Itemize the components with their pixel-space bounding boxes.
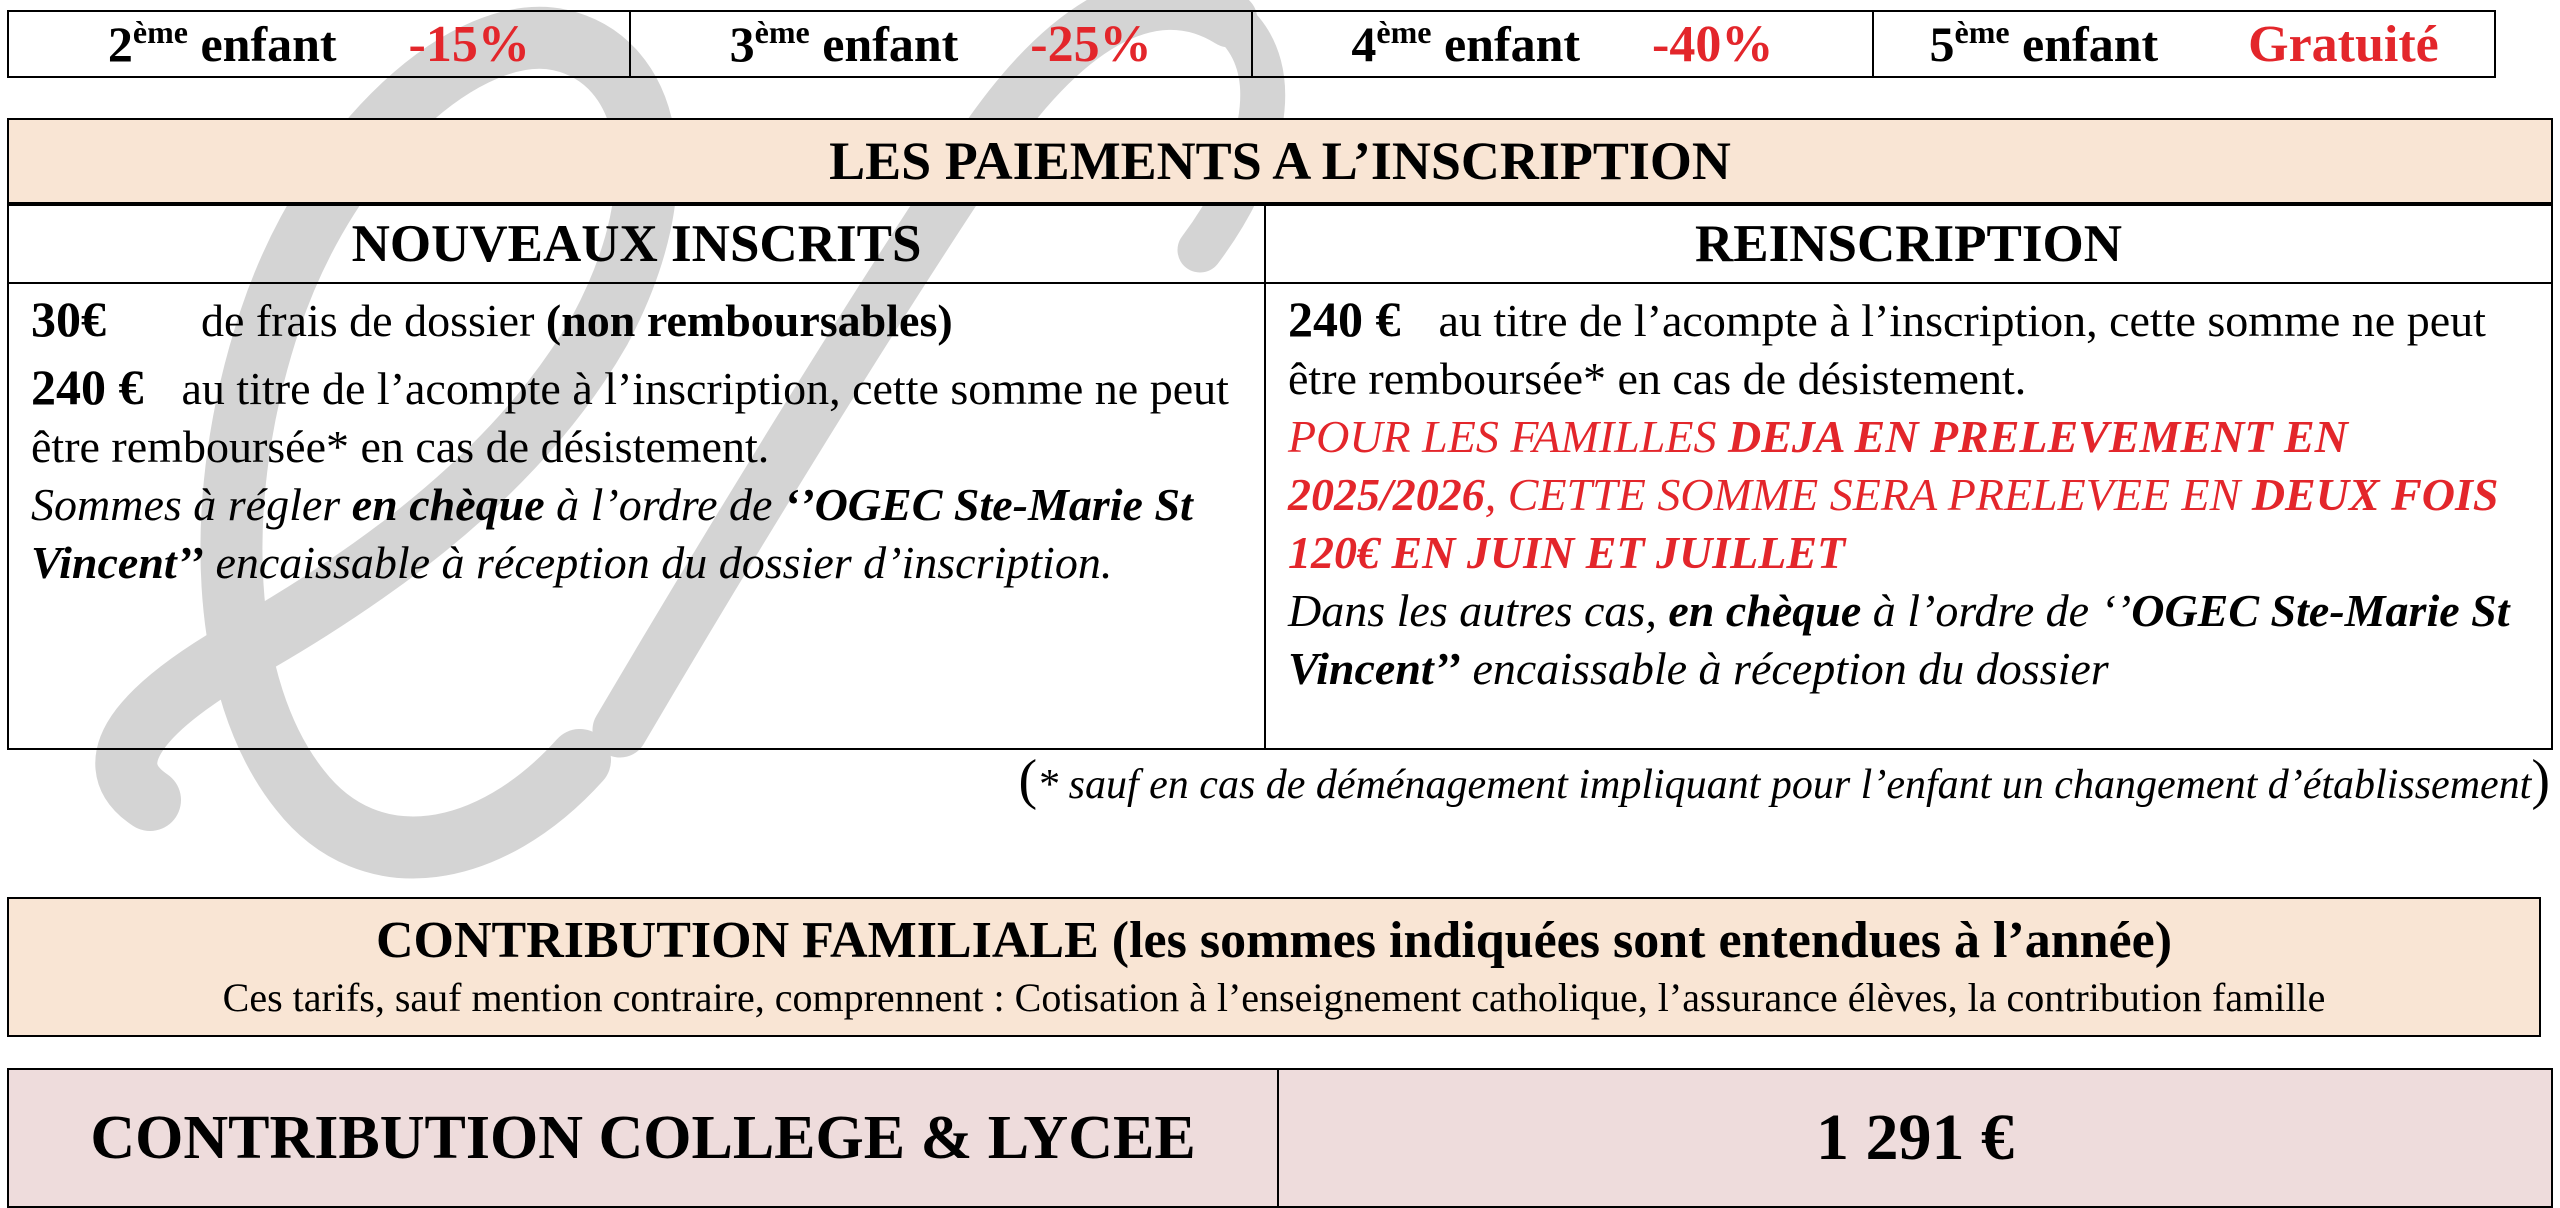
fee-line: [31, 290, 1244, 350]
payments-title: LES PAIEMENTS A L’INSCRIPTION: [8, 119, 2552, 204]
direct-debit-notice: POUR LES FAMILLES DEJA EN PRELEVEMENT EN 2025/2026, CETTE SOMME SERA PRELEVEE EN DEUX FOIS 120€ EN JUIN ET JUILLET: [1288, 411, 2499, 578]
discount-value: -25%: [1030, 15, 1152, 73]
fee-note: (non remboursables): [545, 295, 953, 346]
discount-value: -15%: [408, 15, 530, 73]
new-students-cell: [8, 283, 1265, 749]
fee-amount: 30€: [31, 291, 106, 347]
discount-value: Gratuité: [2248, 15, 2439, 73]
payment-instructions: Sommes à régler en chèque à l’ordre de ‘’OGEC Ste-Marie St Vincent’’ encaissable à réception du dossier d’inscription.: [31, 479, 1193, 588]
discount-label: 2ème enfant: [107, 13, 337, 72]
new-students-header: NOUVEAUX INSCRITS: [8, 204, 1265, 283]
discount-cell: [1252, 11, 1874, 77]
discount-label: 5ème enfant: [1929, 13, 2159, 72]
sibling-discount-table: [7, 10, 2496, 78]
college-amount: 1 291 €: [1278, 1069, 2552, 1207]
contribution-subtitle: Ces tarifs, sauf mention contraire, comprennent : Cotisation à l’enseignement catholique, l’assurance élèves, la contribution famille: [222, 975, 2326, 1020]
deposit-line: [31, 358, 1244, 476]
college-contribution-table: [7, 1068, 2553, 1208]
deposit-line: [1288, 290, 2531, 408]
reenrollment-cell: [1265, 283, 2552, 749]
discount-label: 3ème enfant: [729, 13, 959, 72]
reenrollment-header: REINSCRIPTION: [1265, 204, 2552, 283]
refund-footnote: (* sauf en cas de déménagement impliquant pour l’enfant un changement d’établissement): [1018, 749, 2550, 811]
payments-table: [7, 118, 2553, 750]
discount-value: -40%: [1652, 15, 1774, 73]
deposit-amount: 240 €: [31, 359, 144, 415]
discount-label: 4ème enfant: [1351, 13, 1581, 72]
college-label: CONTRIBUTION COLLEGE & LYCEE: [8, 1069, 1278, 1207]
family-contribution-box: [7, 897, 2541, 1037]
deposit-amount: 240 €: [1288, 291, 1401, 347]
discount-cell: [8, 11, 630, 77]
deposit-text: au titre de l’acompte à l’inscription, cette somme ne peut être remboursée* en cas de désistement.: [1288, 295, 2486, 404]
discount-cell: [1873, 11, 2495, 77]
deposit-text: au titre de l’acompte à l’inscription, cette somme ne peut être remboursée* en cas de désistement.: [31, 363, 1229, 472]
contribution-title: CONTRIBUTION FAMILIALE (les sommes indiquées sont entendues à l’année): [375, 912, 2173, 969]
payment-instructions: Dans les autres cas, en chèque à l’ordre de ‘’OGEC Ste-Marie St Vincent’’ encaissable à réception du dossier: [1288, 585, 2510, 694]
fee-text: de frais de dossier: [201, 295, 546, 346]
discount-cell: [630, 11, 1252, 77]
